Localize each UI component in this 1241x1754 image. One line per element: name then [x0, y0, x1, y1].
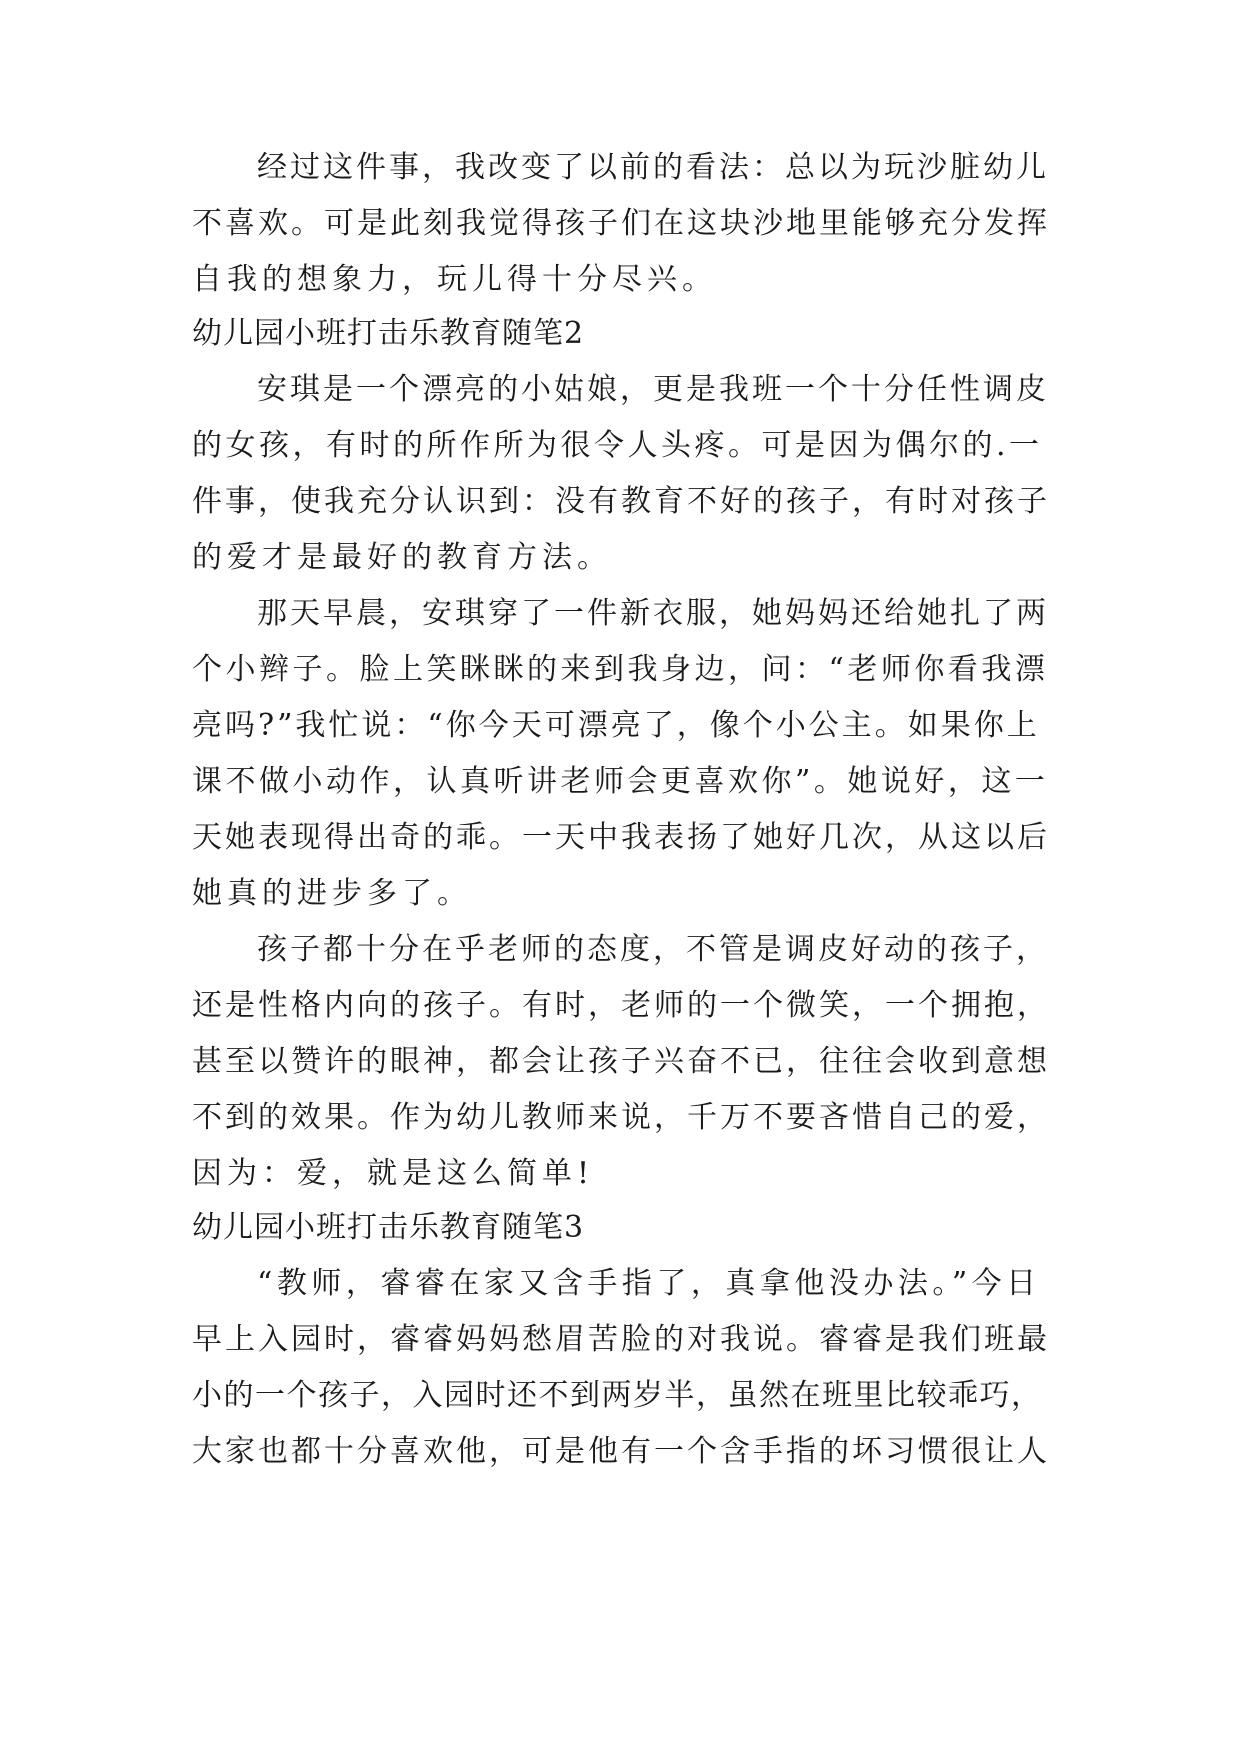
paragraph-line: 甚至以赞许的眼神，都会让孩子兴奋不已，往往会收到意想	[192, 1044, 1050, 1079]
paragraph-line: “教师，睿睿在家又含手指了，真拿他没办法。”今日	[257, 1266, 1041, 1301]
paragraph-line: 自我的想象力，玩儿得十分尽兴。	[192, 262, 717, 297]
paragraph-line: 的女孩，有时的所作所为很令人头疼。可是因为偶尔的.一	[192, 428, 1043, 463]
paragraph-line: 她真的进步多了。	[192, 876, 472, 911]
paragraph-line: 早上入园时，睿睿妈妈愁眉苦脸的对我说。睿睿是我们班最	[192, 1322, 1050, 1357]
paragraph-line: 小的一个孩子，入园时还不到两岁半，虽然在班里比较乖巧，	[192, 1378, 1043, 1413]
paragraph-line: 安琪是一个漂亮的小姑娘，更是我班一个十分任性调皮	[257, 372, 1049, 407]
paragraph-line: 经过这件事，我改变了以前的看法：总以为玩沙脏幼儿	[257, 150, 1049, 185]
paragraph-line: 因为：爱，就是这么简单!	[192, 1156, 595, 1191]
paragraph-line: 天她表现得出奇的乖。一天中我表扬了她好几次，从这以后	[192, 820, 1050, 855]
paragraph-line: 课不做小动作，认真听讲老师会更喜欢你”。她说好，这一	[192, 764, 1049, 799]
paragraph-line: 还是性格内向的孩子。有时，老师的一个微笑，一个拥抱，	[192, 988, 1050, 1023]
section-heading: 幼儿园小班打击乐教育随笔2	[192, 316, 585, 351]
paragraph-line: 大家也都十分喜欢他，可是他有一个含手指的坏习惯很让人	[192, 1434, 1050, 1469]
paragraph-line: 亮吗?”我忙说：“你今天可漂亮了，像个小公主。如果你上	[192, 708, 1040, 743]
paragraph-line: 不喜欢。可是此刻我觉得孩子们在这块沙地里能够充分发挥	[192, 206, 1050, 241]
section-heading: 幼儿园小班打击乐教育随笔3	[192, 1210, 585, 1245]
paragraph-line: 件事，使我充分认识到：没有教育不好的孩子，有时对孩子	[192, 484, 1050, 519]
paragraph-line: 孩子都十分在乎老师的态度，不管是调皮好动的孩子，	[257, 932, 1049, 967]
paragraph-line: 的爱才是最好的教育方法。	[192, 540, 612, 575]
paragraph-line: 不到的效果。作为幼儿教师来说，千万不要吝惜自己的爱，	[192, 1100, 1050, 1135]
paragraph-line: 那天早晨，安琪穿了一件新衣服，她妈妈还给她扎了两	[257, 596, 1049, 631]
paragraph-line: 个小辫子。脸上笑眯眯的来到我身边，问：“老师你看我漂	[192, 652, 1049, 687]
